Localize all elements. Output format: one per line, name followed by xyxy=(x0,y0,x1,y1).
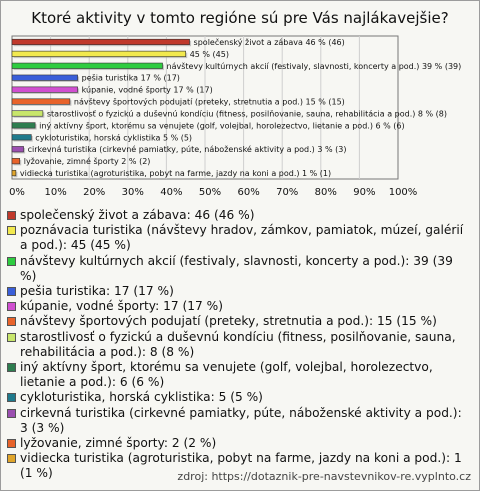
legend-swatch xyxy=(7,257,16,266)
legend-swatch xyxy=(7,393,16,402)
bar-chart-plot xyxy=(1,1,479,201)
bar xyxy=(12,111,43,117)
bar-label: cirkevná turistika (cirkevné pamiatky, púte, náboženské aktivity a pod.) 3 % (3) xyxy=(27,145,347,155)
legend-label: společenský život a zábava: 46 (46 %) xyxy=(20,208,255,222)
bar-label: návštevy kultúrnych akcií (festivaly, slavnosti, koncerty a pod.) 39 % (39) xyxy=(166,61,462,71)
legend-item xyxy=(7,254,469,284)
bar xyxy=(12,51,186,57)
legend-label: pešia turistika: 17 (17 %) xyxy=(20,284,174,299)
legend-label: cirkevná turistika (cirkevné pamiatky, púte, náboženské aktivity a pod.): 3 (3 %) xyxy=(20,405,462,435)
x-tick-label: 100% xyxy=(388,187,418,198)
legend-label: poznávacia turistika (návštevy hradov, zámkov, pamiatok, múzeí, galérií a pod.): 45 (45 %) xyxy=(20,223,464,253)
legend-label: starostlivosť o fyzickú a duševnú kondíciu (fitness, posilňovanie, sauna, rehabilitácia a pod.): 8 (8 %) xyxy=(20,329,456,359)
legend-item xyxy=(7,330,469,360)
bar xyxy=(12,123,35,129)
bar xyxy=(12,146,24,152)
legend-swatch xyxy=(7,363,16,372)
bar xyxy=(12,39,190,45)
legend-swatch xyxy=(7,287,16,296)
legend-swatch xyxy=(7,439,16,448)
chart-title: Ktoré aktivity v tomto regióne sú pre Vás najlákavejšie? xyxy=(31,9,449,27)
legend-item xyxy=(7,360,469,390)
bar xyxy=(12,170,16,176)
x-tick-label: 40% xyxy=(160,187,183,198)
bar-label: starostlivosť o fyzickú a duševnú kondíciu (fitness, posilňovanie, sauna, rehabilitácia a pod.) 8 % (8) xyxy=(46,109,448,119)
legend-label: kúpanie, vodné športy: 17 (17 %) xyxy=(20,299,223,314)
legend-swatch xyxy=(7,409,16,418)
legend-item xyxy=(7,436,469,451)
bar xyxy=(12,87,78,93)
bar xyxy=(12,158,20,164)
bar-label: cykloturistika, horská cyklistika 5 % (5) xyxy=(35,133,193,143)
legend-item xyxy=(7,390,469,405)
legend-swatch xyxy=(7,302,16,311)
x-tick-label: 0% xyxy=(9,187,25,198)
x-tick-label: 60% xyxy=(237,187,260,198)
bar xyxy=(12,135,31,141)
legend-swatch xyxy=(7,211,16,220)
legend-item xyxy=(7,223,469,253)
legend-label: cykloturistika, horská cyklistika: 5 (5 %) xyxy=(20,390,263,405)
x-tick-label: 50% xyxy=(198,187,222,198)
bar-label: 45 % (45) xyxy=(189,49,229,59)
bar xyxy=(12,99,70,105)
legend-item xyxy=(7,314,469,329)
x-tick-label: 30% xyxy=(121,187,144,198)
bar-label: lyžovanie, zimné športy 2 % (2) xyxy=(23,157,151,167)
legend-label: návštevy športových podujatí (preteky, stretnutia a pod.): 15 (15 %) xyxy=(20,314,437,329)
bar-label: kúpanie, vodné športy 17 % (17) xyxy=(81,85,213,95)
x-tick-label: 80% xyxy=(314,187,337,198)
legend-label: lyžovanie, zimné športy: 2 (2 %) xyxy=(20,436,217,451)
x-tick-label: 70% xyxy=(276,187,299,198)
legend-item xyxy=(7,284,469,299)
x-tick-label: 10% xyxy=(44,187,67,198)
bar-label: pešia turistika 17 % (17) xyxy=(81,73,180,83)
bar xyxy=(12,63,163,69)
bar-label: návštevy športových podujatí (preteky, stretnutia a pod.) 15 % (15) xyxy=(73,97,345,107)
legend-swatch xyxy=(7,333,16,342)
source-text: zdroj: https://dotaznik-pre-navstevnikov-re.vyplnto.cz xyxy=(177,470,471,483)
legend-label: iný aktívny šport, ktorému sa venujete (golf, volejbal, horolezectvo, lietanie a pod.): 6 (6 %) xyxy=(20,360,433,390)
x-tick-label: 20% xyxy=(83,187,106,198)
legend-item xyxy=(7,208,469,223)
bar xyxy=(12,75,78,81)
legend-item xyxy=(7,299,469,314)
bar-label: vidiecka turistika (agroturistika, pobyt na farme, jazdy na koni a pod.) 1 % (1) xyxy=(19,169,332,179)
bar-label: společenský život a zábava 46 % (46) xyxy=(193,37,345,47)
x-tick-label: 90% xyxy=(353,187,376,198)
bar-label: iný aktívny šport, ktorému sa venujete (golf, volejbal, horolezectvo, lietanie a pod.) 6 % (6) xyxy=(39,121,405,131)
legend-label: vidiecka turistika (agroturistika, pobyt na farme, jazdy na koni a pod.): 1 (1 %) xyxy=(20,451,462,481)
legend-swatch xyxy=(7,226,16,235)
legend-item xyxy=(7,406,469,436)
legend-swatch xyxy=(7,317,16,326)
legend-swatch xyxy=(7,454,16,463)
chart-legend xyxy=(7,208,469,482)
legend-label: návštevy kultúrnych akcií (festivaly, slavnosti, koncerty a pod.): 39 (39 %) xyxy=(20,253,453,283)
